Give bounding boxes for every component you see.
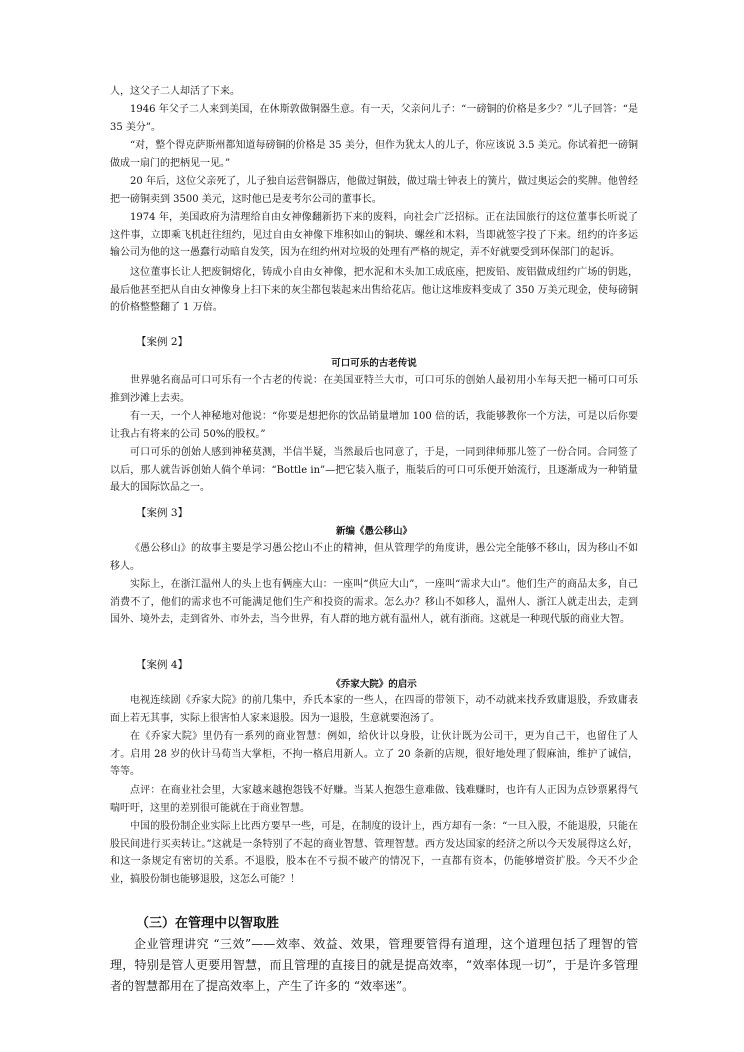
case-3-label: 【案例 3】 bbox=[136, 507, 189, 519]
story-paragraph-5: 这位董事长让人把废铜熔化，铸成小自由女神像，把水泥和木头加工成底座，把废铅、废铝做成纽约广场的钥匙，最后他甚至把从自由女神像身上扫下来的灰尘都包装起来出售给花店。他让这堆废料变成了 350 万美元现金，使每磅铜的价格整整翻了 1 万倍。 bbox=[110, 267, 638, 313]
case-3-title: 新编《愚公移山》 bbox=[335, 526, 412, 537]
case-3-paragraph-1: 《愚公移山》的故事主要是学习愚公挖山不止的精神，但从管理学的角度讲，愚公完全能够不移山，因为移山不如移人。 bbox=[110, 543, 638, 572]
case-4-title: 《乔家大院》的启示 bbox=[331, 679, 417, 690]
case-3-paragraph-2: 实际上，在浙江温州人的头上也有俩座大山：一座叫“供应大山”，一座叫“需求大山”。他们生产的商品太多，自己消费不了，他们的需求也不可能满足他们生产和投资的需求。怎么办？移山不如移人，温州人、浙江人就走出去，走到国外、境外去，走到省外、市外去，当今世界，有人群的地方就有温州人，就有浙商。这就是一种现代版的商业大智。 bbox=[110, 579, 638, 625]
case-4-paragraph-1: 电视连续剧《乔家大院》的前几集中，乔氏本家的一些人，在四哥的带领下，动不动就来找乔致庸退股，乔致庸表面上若无其事，实际上很害怕人家来退股。因为一退股，生意就要泡汤了。 bbox=[110, 695, 638, 724]
case-2-title: 可口可乐的古老传说 bbox=[331, 358, 417, 369]
story-paragraph-1: 1946 年父子二人来到美国，在休斯敦做铜器生意。有一天，父亲问儿子：“一磅铜的价格是多少？”儿子回答：“是 35 美分”。 bbox=[110, 104, 638, 133]
story-paragraph-4: 1974 年，美国政府为清理给自由女神像翻新扔下来的废料，向社会广泛招标。正在法国旅行的这位董事长听说了这件事，立即乘飞机赶往纽约，见过自由女神像下堆积如山的铜块、螺丝和木料，当即就签字投了下来。纽约的许多运输公司为他的这一愚蠢行动暗自发笑，因为在纽约州对垃圾的处理有严格的规定，弄不好就要受到环保部门的起诉。 bbox=[110, 212, 638, 258]
story-paragraph-3: 20 年后，这位父亲死了，儿子独自运营铜器店，他做过铜鼓，做过瑞士钟表上的簧片，做过奥运会的奖牌。他曾经把一磅铜卖到 3500 美元，这时他已是麦考尔公司的董事长。 bbox=[110, 176, 638, 205]
story-paragraph-2: “对，整个得克萨斯州都知道每磅铜的价格是 35 美分，但作为犹太人的儿子，你应该说 3.5 美元。你试着把一磅铜做成一扇门的把柄见一见。” bbox=[110, 140, 638, 169]
case-2-paragraph-3: 可口可乐的创始人感到神秘莫测，半信半疑，当然最后也同意了，于是，一同到律师那儿签了一份合同。合同签了以后，那人就告诉创始人倘个单词：“Bottle in”—把它装入瓶子，瓶装后的可口可乐便开始流行，且逐渐成为一种销量最大的国际饮品之一。 bbox=[110, 447, 638, 493]
section-3-paragraph-1: 企业管理讲究 “三效”——效率、效益、效果，管理要管得有道理，这个道理包括了理智的管理，特别是管人更要用智慧，而且管理的直接目的就是提高效率，“效率体现一切”，于是许多管理者的智慧都用在了提高效率上，产生了许多的 “效率迷”。 bbox=[110, 937, 638, 993]
case-4-label: 【案例 4】 bbox=[136, 659, 189, 671]
case-2-paragraph-2: 有一天，一个人神秘地对他说：“你要是想把你的饮品销量增加 100 倍的话，我能够教你一个方法，可是以后你要让我占有将来的公司 50%的股权。” bbox=[110, 411, 638, 440]
story-paragraph-0: 人，这父子二人却活了下来。 bbox=[110, 86, 240, 97]
section-3-heading: （三）在管理中以智取胜 bbox=[136, 916, 280, 931]
case-4-paragraph-4: 中国的股份制企业实际上比西方要早一些，可是，在制度的设计上，西方却有一条：“一旦入股，不能退股，只能在股民间进行买卖转让。”这就是一条特别了不起的商业智慧、管理智慧。西方发达国家的经济之所以今天发展得这么好，和这一条规定有密切的关系。不退股，股本在不亏损不破产的情况下，一直都有资本，仍能够增资扩股。今天不少企业，搞股份制也能够退股，这怎么可能？！ bbox=[110, 821, 638, 885]
case-4-paragraph-3: 点评：在商业社会里，大家越来越抱怨钱不好赚。当某人抱怨生意难做、钱难赚时，也许有人正因为点钞票累得气喘吁吁，这里的差别很可能就在于商业智慧。 bbox=[110, 785, 638, 814]
case-4-paragraph-2: 在《乔家大院》里仍有一系列的商业智慧：例如，给伙计以身股，让伙计既为公司干，更为自己干，也留住了人才。启用 28 岁的伙计马荀当大掌柜，不拘一格启用新人。立了 20 条新的店规，很好地处理了假麻油，维护了诚信，等等。 bbox=[110, 731, 638, 777]
case-2-paragraph-1: 世界驰名商品可口可乐有一个古老的传说：在美国亚特兰大市，可口可乐的创始人最初用小车每天把一桶可口可乐推到沙滩上去卖。 bbox=[110, 375, 638, 404]
case-2-label: 【案例 2】 bbox=[136, 336, 189, 348]
